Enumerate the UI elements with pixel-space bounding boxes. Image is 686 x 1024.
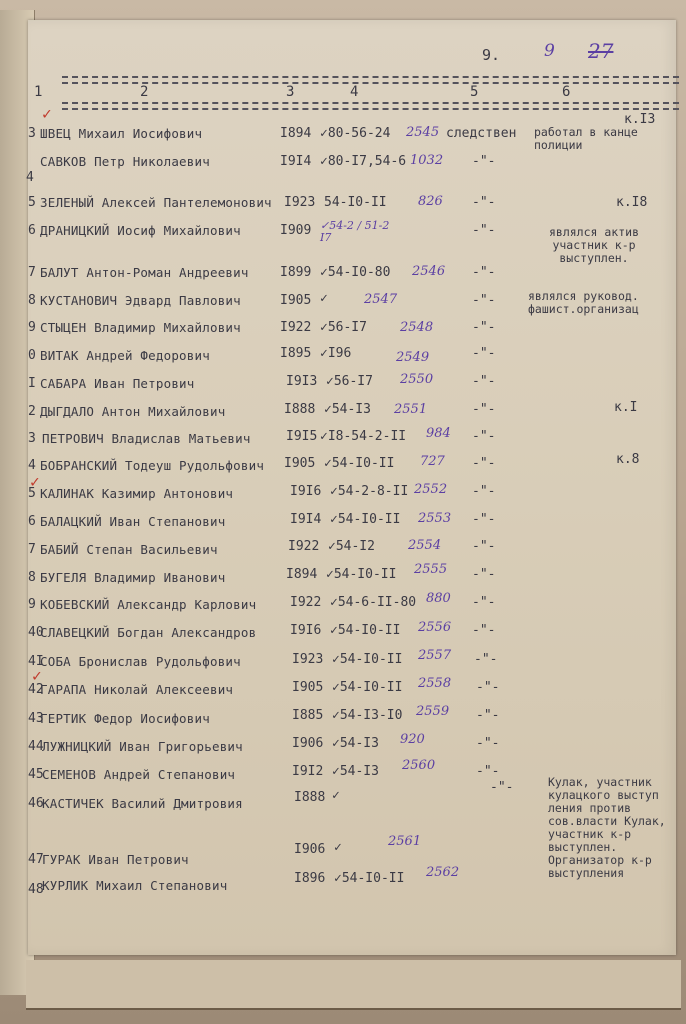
person-name: САБАРА Иван Петрович — [40, 376, 195, 391]
person-name: СТЫЦЕН Владимир Михайлович — [40, 320, 241, 335]
red-check-mark: ✓ — [30, 472, 40, 491]
handwritten-number: 920 — [400, 732, 425, 747]
handwritten-number: 2554 — [408, 538, 442, 553]
row-number: 8 — [28, 570, 36, 585]
article: ✓80-56-24 — [320, 126, 391, 141]
article: ✓54-I3 — [324, 402, 371, 417]
person-name: БАЛУТ Антон-Роман Андреевич — [40, 265, 249, 280]
note: являлся актив участник к-р выступлен. — [548, 225, 639, 265]
birth-year: I9I3 — [286, 374, 318, 389]
row-number: 4I — [28, 654, 44, 669]
header-rule-top — [62, 76, 679, 78]
column-5-value: -"- — [476, 708, 500, 723]
person-name: БАБИЙ Степан Васильевич — [40, 542, 218, 557]
person-name: СЕМЕНОВ Андрей Степанович — [42, 767, 236, 782]
person-name: ПЕТРОВИЧ Владислав Матьевич — [42, 431, 251, 446]
handwritten-number: 880 — [426, 591, 451, 606]
case-reference: к.8 — [616, 452, 640, 467]
person-name: ШВЕЦ Михаил Иосифович — [40, 126, 203, 141]
row-number: 5 — [28, 486, 36, 501]
header-rule-bottom — [62, 102, 679, 104]
handwritten-number: 2561 — [388, 834, 422, 849]
birth-year: I888 — [294, 790, 326, 805]
article: ✓54-2-8-II — [330, 484, 409, 499]
birth-year: I894 — [286, 567, 318, 582]
birth-year: I906 — [292, 736, 324, 751]
birth-year: I905 — [292, 680, 324, 695]
handwritten-number: 2555 — [414, 562, 448, 577]
birth-year: I905 — [280, 293, 312, 308]
note: являлся руковод. фашист.организац — [528, 289, 639, 316]
article: ✓54-I3-I0 — [332, 708, 403, 723]
birth-year: I923 — [292, 652, 324, 667]
person-name: ГАРАПА Николай Алексеевич — [40, 682, 234, 697]
article: ✓54-I3 — [332, 764, 379, 779]
row-number: 7 — [28, 265, 36, 280]
column-number-2: 2 — [140, 84, 149, 100]
row-number: 7 — [28, 542, 36, 557]
row-number: 43 — [28, 711, 44, 726]
handwritten-number: 2557 — [418, 648, 452, 663]
person-name: ДРАНИЦКИЙ Иосиф Михайлович — [40, 223, 241, 238]
birth-year: I9I6 — [290, 484, 322, 499]
person-name: ДЫГДАЛО Антон Михайлович — [40, 404, 226, 419]
article: 54-I0-II — [324, 195, 387, 210]
article: ✓54-I0-II — [330, 512, 401, 527]
column-number-6: 6 — [562, 84, 571, 100]
handwritten-number: 2558 — [418, 676, 452, 691]
birth-year: I9I4 — [280, 154, 312, 169]
birth-year: I909 — [280, 223, 312, 238]
handwritten-number: 2548 — [400, 320, 434, 335]
article: ✓54-I0-II — [324, 456, 395, 471]
row-number: 2 — [28, 404, 36, 419]
column-5-value: -"- — [476, 736, 500, 751]
column-5-value: -"- — [472, 512, 496, 527]
person-name: ЗЕЛЕНЫЙ Алексей Пантелемонович — [40, 195, 272, 210]
article: ✓ — [334, 840, 342, 855]
handwritten-number: 2551 — [394, 402, 428, 417]
row-number: 9 — [28, 320, 36, 335]
birth-year: I9I2 — [292, 764, 324, 779]
person-name: КОБЕВСКИЙ Александр Карлович — [40, 597, 257, 612]
document-sheet — [28, 20, 676, 955]
person-name: БОБРАНСКИЙ Тодеуш Рудольфович — [40, 458, 265, 473]
column-5-value: -"- — [472, 154, 496, 169]
handwritten-number: 2556 — [418, 620, 452, 635]
row-number: 44 — [28, 739, 44, 754]
person-name: ВИТАК Андрей Федорович — [40, 348, 210, 363]
case-reference: к.I — [614, 400, 638, 415]
birth-year: I922 — [288, 539, 320, 554]
handwritten-number: 2550 — [400, 372, 434, 387]
birth-year: I896 — [294, 871, 326, 886]
birth-year: I899 — [280, 265, 312, 280]
column-5-value: -"- — [472, 223, 496, 238]
row-number: 4 — [28, 458, 36, 473]
article: ✓56-I7 — [326, 374, 373, 389]
row-number: 6 — [28, 223, 36, 238]
note: работал в канце полиции — [534, 125, 638, 152]
column-5-value: -"- — [472, 293, 496, 308]
column-5-value: -"- — [476, 764, 500, 779]
row-number: I — [28, 376, 36, 391]
article: ✓80-I7,54-6 — [320, 154, 407, 169]
row-number: 3 — [28, 431, 36, 446]
article: ✓I96 — [320, 346, 352, 361]
handwritten-number: 2560 — [402, 758, 436, 773]
column-5-value: -"- — [472, 567, 496, 582]
column-5-value: -"- — [472, 595, 496, 610]
person-name: ГЕРТИК Федор Иосифович — [40, 711, 210, 726]
article: ✓ — [320, 291, 328, 306]
column-5-value: -"- — [490, 780, 514, 795]
row-number: 6 — [28, 514, 36, 529]
article: ✓56-I7 — [320, 320, 367, 335]
person-name: КАЛИНАК Казимир Антонович — [40, 486, 234, 501]
row-number: 0 — [28, 348, 36, 363]
birth-year: I906 — [294, 842, 326, 857]
row-number: 46 — [28, 796, 44, 811]
column-5-value: -"- — [472, 539, 496, 554]
row-number: 5 — [28, 195, 36, 210]
person-name: КУРЛИК Михаил Степанович — [42, 878, 228, 893]
row-number: 42 — [28, 682, 44, 697]
person-name: КАСТИЧЕК Василий Дмитровия — [42, 796, 243, 811]
person-name: БАЛАЦКИЙ Иван Степанович — [40, 514, 226, 529]
handwritten-page-number: 9 — [544, 41, 555, 61]
article: ✓54-I0-II — [334, 871, 405, 886]
column-5-value: -"- — [472, 346, 496, 361]
birth-year: I9I4 — [290, 512, 322, 527]
article: ✓54-I0-II — [330, 623, 401, 638]
article: ✓54-I2 — [328, 539, 375, 554]
row-number: 4 — [26, 170, 34, 185]
red-check-mark: ✓ — [32, 666, 42, 685]
column-5-value: -"- — [472, 429, 496, 444]
birth-year: I885 — [292, 708, 324, 723]
article: ✓54-I0-II — [332, 652, 403, 667]
handwritten-number: 984 — [426, 426, 451, 441]
column-5-value: -"- — [472, 623, 496, 638]
column-number-4: 4 — [350, 84, 359, 100]
row-number: 8 — [28, 293, 36, 308]
case-reference: к.I3 — [624, 112, 656, 127]
person-name: САВКОВ Петр Николаевич — [40, 154, 210, 169]
column-number-3: 3 — [286, 84, 295, 100]
column-5-value: -"- — [472, 195, 496, 210]
handwritten-number: 2559 — [416, 704, 450, 719]
article: ✓54-I3 — [332, 736, 379, 751]
birth-year: I9I5 — [286, 429, 318, 444]
birth-year: I905 — [284, 456, 316, 471]
article: ✓54-2 / 51-2 I7 — [320, 219, 390, 244]
person-name: БУГЕЛЯ Владимир Иванович — [40, 570, 226, 585]
handwritten-number: 2549 — [396, 350, 430, 365]
column-5-value: -"- — [472, 484, 496, 499]
row-number: 3 — [28, 126, 36, 141]
header-rule-top-2 — [62, 82, 679, 84]
handwritten-page-extra: 27 — [588, 39, 614, 63]
row-number: 9 — [28, 597, 36, 612]
birth-year: I923 — [284, 195, 316, 210]
page-number: 9. — [482, 46, 501, 64]
handwritten-number: 2562 — [426, 865, 460, 880]
handwritten-number: 2552 — [414, 482, 448, 497]
row-number: 45 — [28, 767, 44, 782]
row-number: 40 — [28, 625, 44, 640]
article: ✓ — [332, 788, 340, 803]
birth-year: I894 — [280, 126, 312, 141]
person-name: ЛУЖНИЦКИЙ Иван Григорьевич — [42, 739, 243, 754]
red-check-mark: ✓ — [42, 104, 52, 123]
column-5-value: -"- — [472, 320, 496, 335]
column-5-value: -"- — [472, 456, 496, 471]
article: ✓54-I0-II — [326, 567, 397, 582]
handwritten-number: 2547 — [364, 292, 398, 307]
birth-year: I922 — [290, 595, 322, 610]
note: Кулак, участник кулацкого выступ ления против сов.власти Кулак, участник к-р выступлен. Организатор к-р выступления — [548, 775, 666, 880]
birth-year: I922 — [280, 320, 312, 335]
article: ✓54-I0-80 — [320, 265, 391, 280]
column-5-value: -"- — [472, 374, 496, 389]
person-name: ГУРАК Иван Петрович — [42, 852, 189, 867]
header-rule-bottom-2 — [62, 108, 679, 110]
birth-year: I888 — [284, 402, 316, 417]
article: ✓54-I0-II — [332, 680, 403, 695]
column-5-value: следствен — [446, 126, 517, 141]
article: ✓54-6-II-80 — [330, 595, 417, 610]
person-name: КУСТАНОВИЧ Эдвард Павлович — [40, 293, 241, 308]
handwritten-number: 1032 — [410, 153, 444, 168]
person-name: СЛАВЕЦКИЙ Богдан Александров — [40, 625, 257, 640]
handwritten-number: 727 — [420, 454, 445, 469]
row-number: 47 — [28, 852, 44, 867]
column-5-value: -"- — [476, 680, 500, 695]
column-number-5: 5 — [470, 84, 479, 100]
handwritten-number: 826 — [418, 194, 443, 209]
article: ✓I8-54-2-II — [320, 429, 407, 444]
column-5-value: -"- — [474, 652, 498, 667]
column-5-value: -"- — [472, 402, 496, 417]
birth-year: I895 — [280, 346, 312, 361]
case-reference: к.I8 — [616, 195, 648, 210]
handwritten-number: 2546 — [412, 264, 446, 279]
handwritten-number: 2553 — [418, 511, 452, 526]
birth-year: I9I6 — [290, 623, 322, 638]
column-5-value: -"- — [472, 265, 496, 280]
handwritten-number: 2545 — [406, 125, 440, 140]
row-number: 48 — [28, 882, 44, 897]
person-name: СОБА Бронислав Рудольфович — [40, 654, 241, 669]
column-number-1: 1 — [34, 84, 43, 100]
back-sheet-edge — [26, 960, 681, 1010]
